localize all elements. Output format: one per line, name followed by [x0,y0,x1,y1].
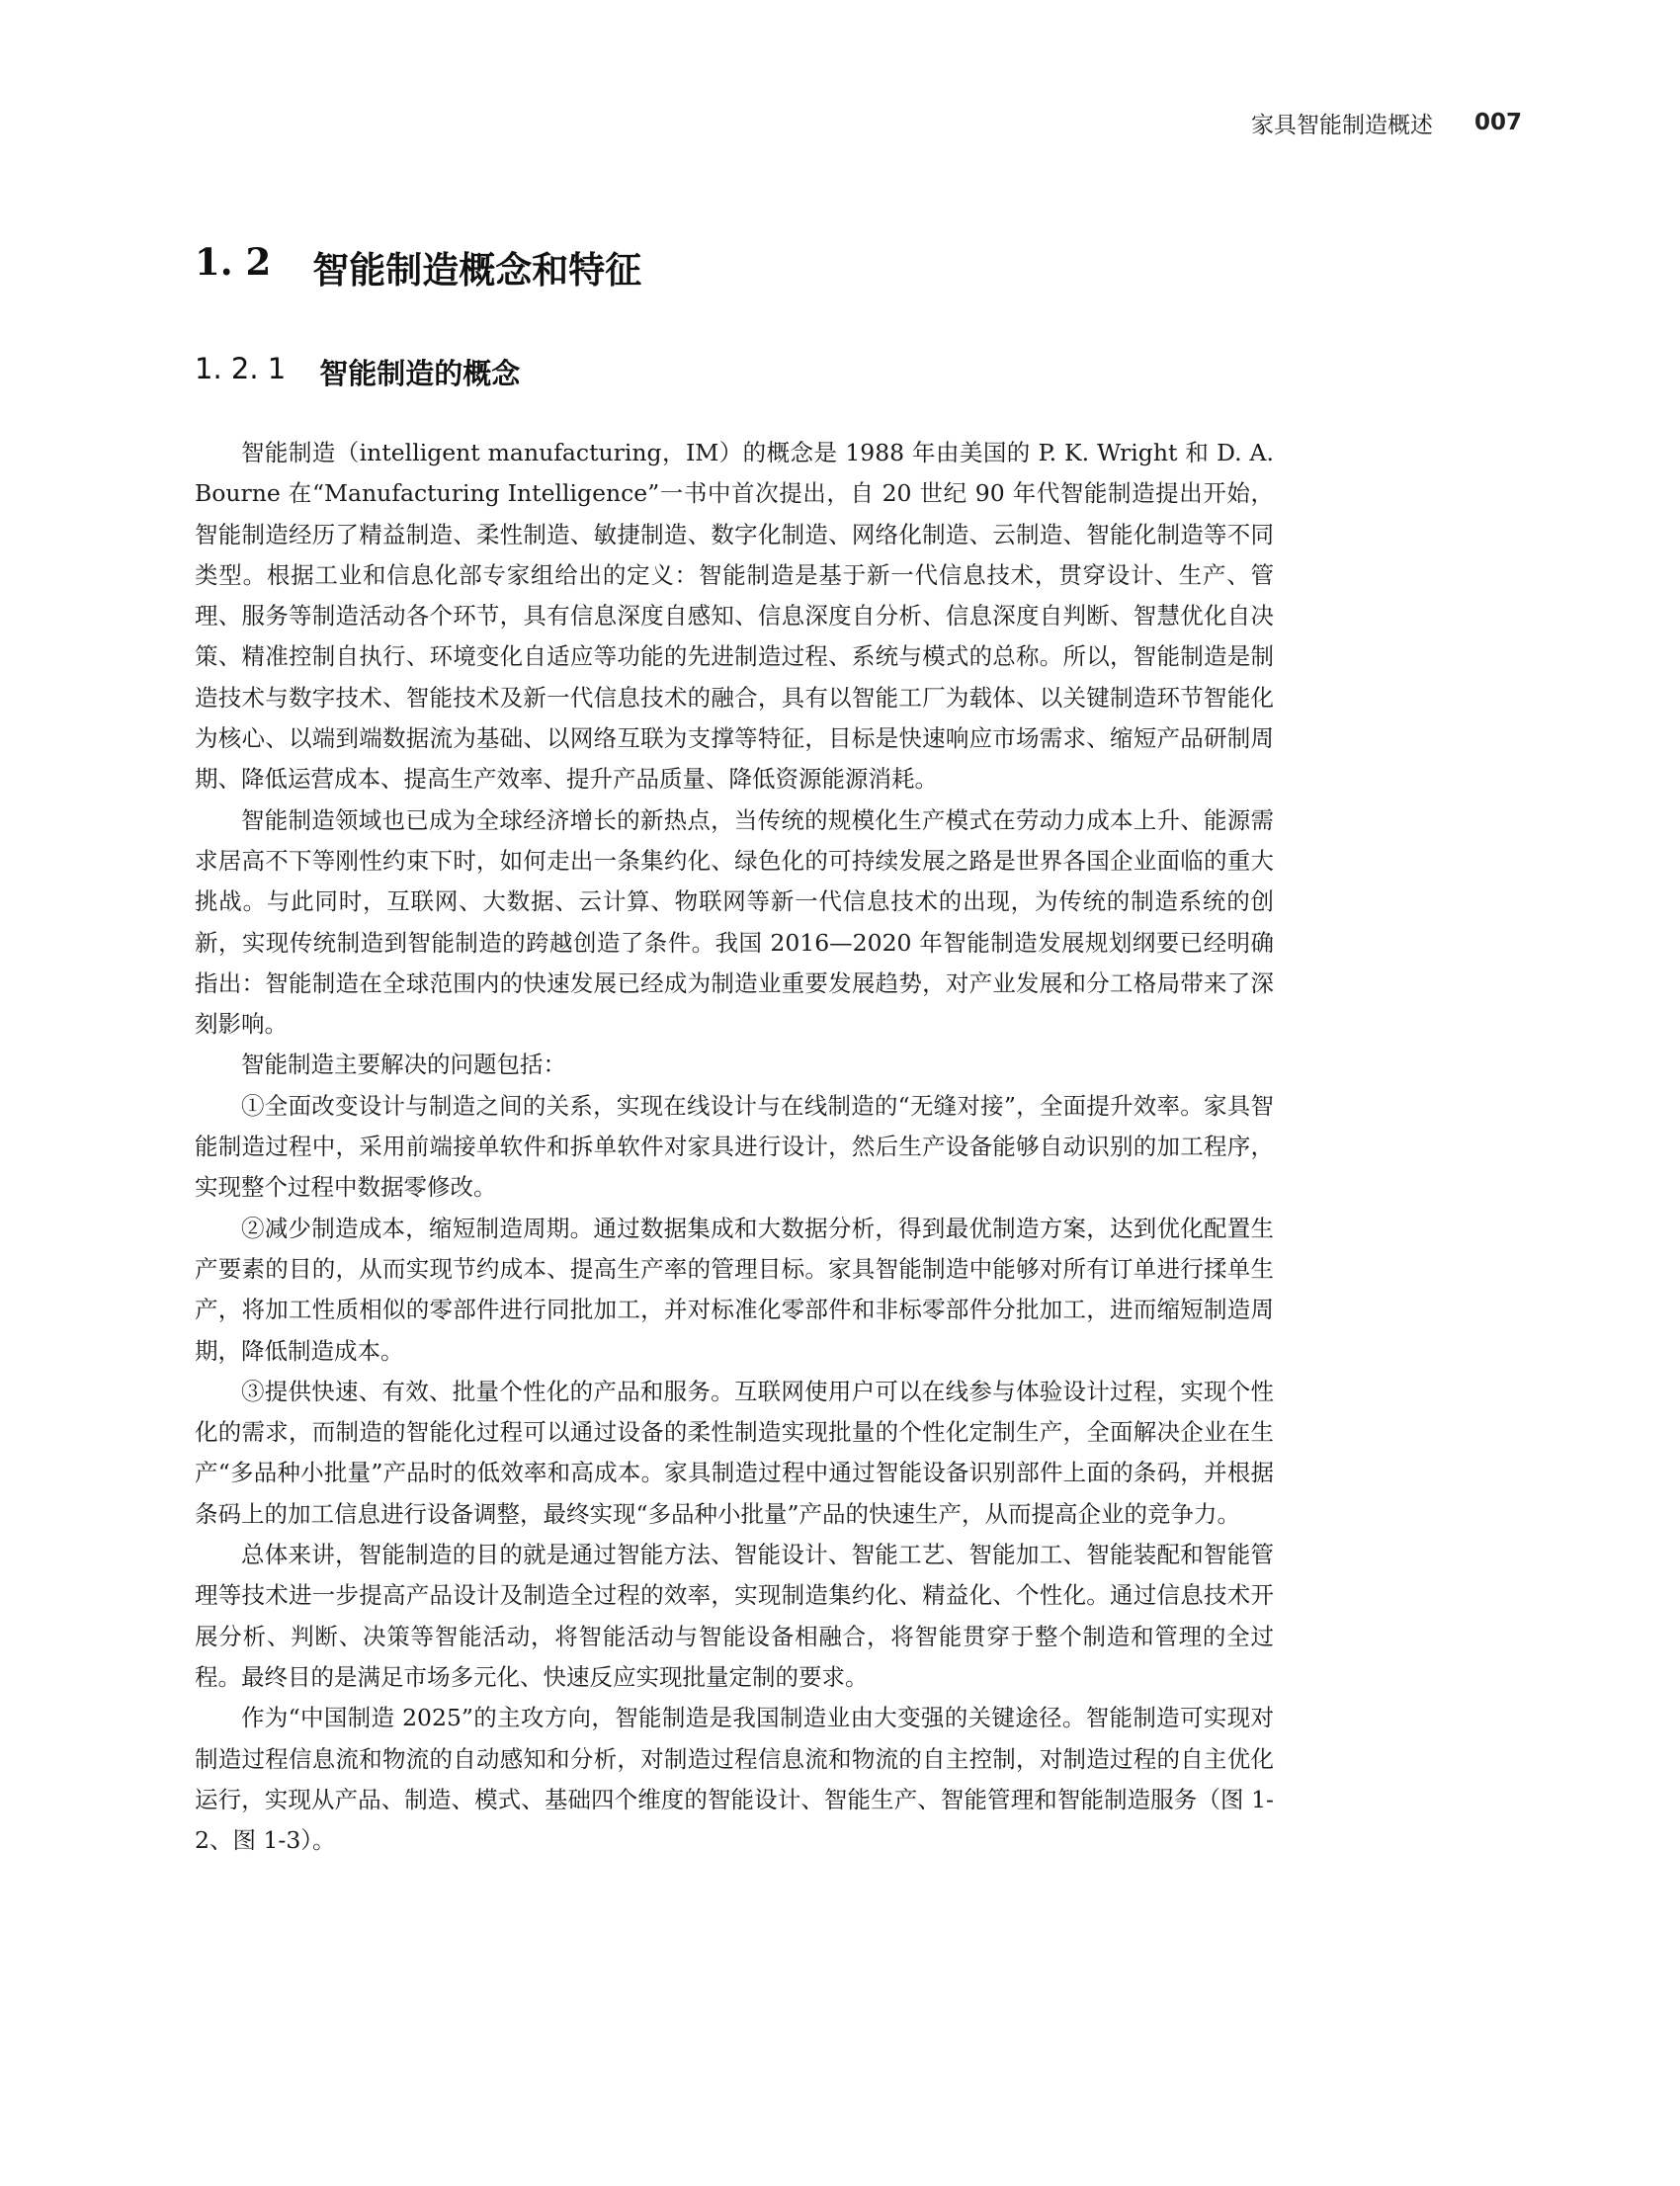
section-title: 智能制造概念和特征 [312,248,642,292]
paragraph: 智能制造（intelligent manufacturing，IM）的概念是 1988 年由美国的 P. K. Wright 和 D. A. Bourne 在“Manufacturing Intelligence”一书中首次提出，自 20 世纪 90 年代智能制造提出开始，智能制造经历了精益制造、柔性制造、敏捷制造、数字化制造、网络化制造、云制造、智能化制造等不同类型。根据工业和信息化部专家组给出的定义：智能制造是基于新一代信息技术，贯穿设计、生产、管理、服务等制造活动各个环节，具有信息深度自感知、信息深度自分析、信息深度自判断、智慧优化自决策、精准控制自执行、环境变化自适应等功能的先进制造过程、系统与模式的总称。所以，智能制造是制造技术与数字技术、智能技术及新一代信息技术的融合，具有以智能工厂为载体、以关键制造环节智能化为核心、以端到端数据流为基础、以网络互联为支撑等特征，目标是快速响应市场需求、缩短产品研制周期、降低运营成本、提高生产效率、提升产品质量、降低资源能源消耗。 [195,439,1274,794]
paragraph: 总体来讲，智能制造的目的就是通过智能方法、智能设计、智能工艺、智能加工、智能装配和智能管理等技术进一步提高产品设计及制造全过程的效率，实现制造集约化、精益化、个性化。通过信息技术开展分析、判断、决策等智能活动，将智能活动与智能设备相融合，将智能贯穿于整个制造和管理的全过程。最终目的是满足市场多元化、快速反应实现批量定制的要求。 [195,1541,1274,1691]
chapter-title: 家具智能制造概述 [1250,112,1433,138]
paragraph: 作为“中国制造 2025”的主攻方向，智能制造是我国制造业由大变强的关键途径。智能制造可实现对制造过程信息流和物流的自动感知和分析，对制造过程信息流和物流的自主控制，对制造过程的自主优化运行，实现从产品、制造、模式、基础四个维度的智能设计、智能生产、智能管理和智能制造服务（图 1-2、图 1-3）。 [195,1704,1274,1855]
paragraph: 智能制造主要解决的问题包括： [241,1051,566,1079]
body-text [195,433,1274,1861]
paragraph: 智能制造领域也已成为全球经济增长的新热点，当传统的规模化生产模式在劳动力成本上升、能源需求居高不下等刚性约束下时，如何走出一条集约化、绿色化的可持续发展之路是世界各国企业面临的重大挑战。与此同时，互联网、大数据、云计算、物联网等新一代信息技术的出现，为传统的制造系统的创新，实现传统制造到智能制造的跨越创造了条件。我国 2016—2020 年智能制造发展规划纲要已经明确指出：智能制造在全球范围内的快速发展已经成为制造业重要发展趋势，对产业发展和分工格局带来了深刻影响。 [195,805,1274,1039]
section-number: 1. 2 [195,240,272,284]
paragraph: ③提供快速、有效、批量个性化的产品和服务。互联网使用户可以在线参与体验设计过程，实现个性化的需求，而制造的智能化过程可以通过设备的柔性制造实现批量的个性化定制生产，全面解决企业在生产“多品种小批量”产品时的低效率和高成本。家具制造过程中通过智能设备识别部件上面的条码，并根据条码上的加工信息进行设备调整，最终实现“多品种小批量”产品的快速生产，从而提高企业的竞争力。 [195,1377,1274,1528]
paragraph: ①全面改变设计与制造之间的关系，实现在线设计与在线制造的“无缝对接”，全面提升效率。家具智能制造过程中，采用前端接单软件和拆单软件对家具进行设计，然后生产设备能够自动识别的加工程序，实现整个过程中数据零修改。 [195,1091,1274,1202]
section-heading [195,240,641,294]
running-header [1067,103,1522,142]
page-number: 007 [1473,110,1522,135]
subsection-number: 1. 2. 1 [195,352,287,385]
subsection-heading [195,352,520,392]
paragraph: ②减少制造成本，缩短制造周期。通过数据集成和大数据分析，得到最优制造方案，达到优化配置生产要素的目的，从而实现节约成本、提高生产率的管理目标。家具智能制造中能够对所有订单进行揉单生产，将加工性质相似的零部件进行同批加工，并对标准化零部件和非标零部件分批加工，进而缩短制造周期，降低制造成本。 [195,1214,1274,1365]
subsection-title: 智能制造的概念 [319,357,521,390]
